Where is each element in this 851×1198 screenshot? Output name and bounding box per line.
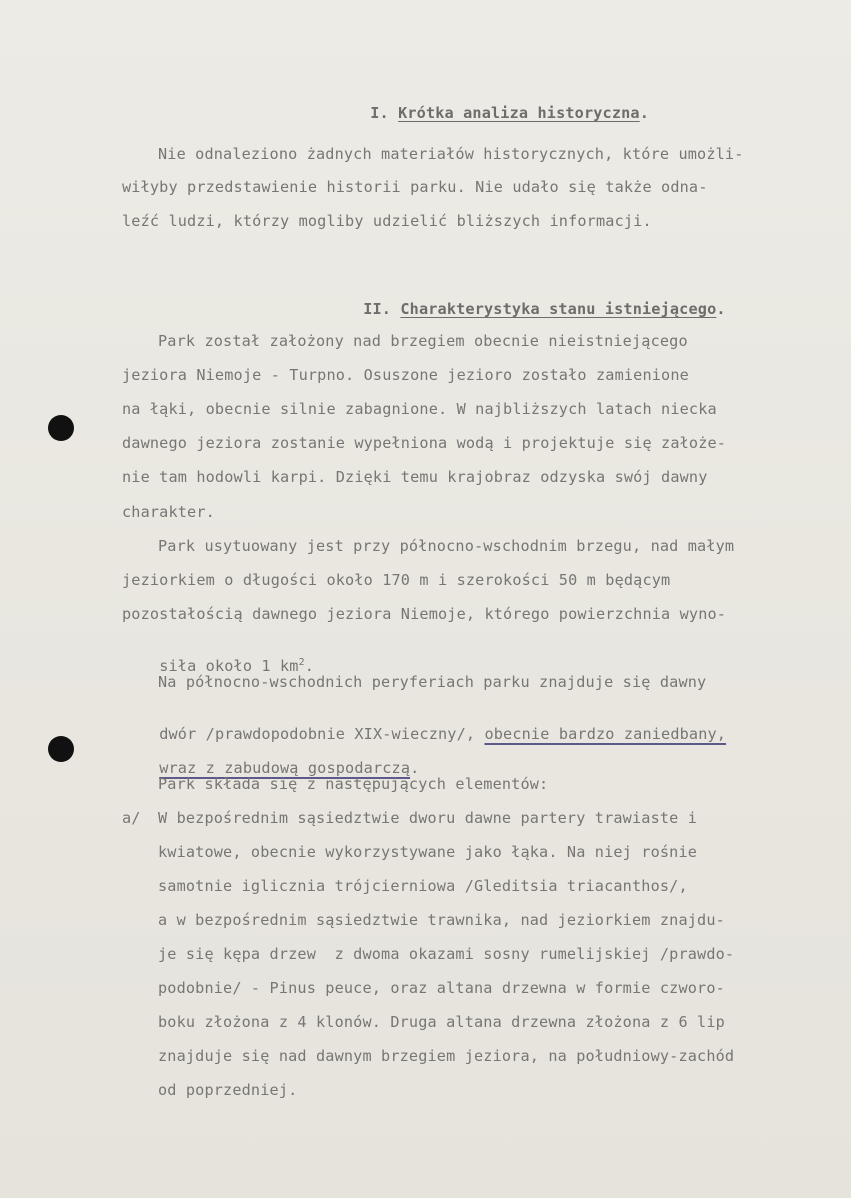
punch-hole-top (48, 415, 74, 441)
section-1-heading (333, 86, 649, 140)
section-2-number: II. (363, 300, 392, 318)
section-1-line: Nie odnaleziono żadnych materiałów historycznych, które umożli- (158, 145, 744, 163)
item-a-line: od poprzedniej. (158, 1081, 298, 1099)
elements-intro: Park składa się z następujących elementów: (158, 775, 549, 793)
pen-underlined-text: wraz z zabudową gospodarczą (159, 759, 411, 777)
paragraph-2-line: pozostałością dawnego jeziora Niemoje, którego powierzchnia wyno- (122, 605, 727, 623)
paragraph-1-line: Park został założony nad brzegiem obecnie nieistniejącego (158, 332, 688, 350)
section-1-title-end: . (639, 104, 650, 122)
section-2-title-end: . (716, 300, 726, 318)
item-a-line: znajduje się nad dawnym brzegiem jeziora, na południowy-zachód (158, 1047, 735, 1065)
pen-underlined-text: obecnie bardzo zaniedbany, (484, 725, 727, 743)
section-2-title: Charakterystyka stanu istniejącego (400, 300, 717, 318)
paragraph-1-line: nie tam hodowli karpi. Dzięki temu krajobraz odzyska swój dawny (122, 468, 708, 486)
paragraph-2-line: siła około 1 km (159, 657, 299, 676)
item-a-line: boku złożona z 4 klonów. Druga altana drzewna złożona z 6 lip (158, 1013, 725, 1031)
item-a-line: samotnie iglicznia trójcierniowa /Gleditsia triacanthos/, (158, 877, 688, 895)
paragraph-3-text: dwór /prawdopodobnie XIX-wieczny/, (159, 725, 485, 743)
paragraph-2-line: jeziorkiem o długości około 170 m i szerokości 50 m będącym (122, 571, 671, 589)
item-a-line: podobnie/ - Pinus peuce, oraz altana drzewna w formie czworo- (158, 979, 725, 997)
section-1-number: I. (370, 104, 389, 122)
item-a-line: a w bezpośrednim sąsiedztwie trawnika, nad jeziorkiem znajdu- (158, 911, 725, 929)
paragraph-2-end: . (304, 657, 315, 676)
item-a-line: kwiatowe, obecnie wykorzystywane jako łąka. Na niej rośnie (158, 843, 698, 861)
item-a-line: je się kępa drzew z dwoma okazami sosny rumelijskiej /prawdo- (158, 945, 735, 963)
paragraph-1-line: jeziora Niemoje - Turpno. Osuszone jezioro zostało zamienione (122, 366, 689, 384)
item-a-marker: a/ (122, 809, 141, 827)
paragraph-3-end: . (410, 759, 420, 777)
paragraph-3-line: Na północno-wschodnich peryferiach parku znajduje się dawny (158, 673, 707, 691)
section-1-line: leźć ludzi, którzy mogliby udzielić bliższych informacji. (122, 212, 652, 230)
paragraph-1-line: na łąki, obecnie silnie zabagnione. W najbliższych latach niecka (122, 400, 717, 418)
paragraph-1-line: charakter. (122, 503, 215, 521)
section-1-line: wiłyby przedstawienie historii parku. Nie udało się także odna- (122, 178, 708, 196)
section-2-heading (326, 282, 726, 336)
superscript-2: 2 (298, 657, 305, 668)
item-a-line: W bezpośrednim sąsiedztwie dworu dawne partery trawiaste i (158, 809, 698, 827)
section-1-title: Krótka analiza historyczna (398, 104, 640, 122)
paragraph-1-line: dawnego jeziora zostanie wypełniona wodą i projektuje się założe- (122, 434, 727, 452)
punch-hole-bottom (48, 736, 74, 762)
paragraph-2-line: Park usytuowany jest przy północno-wschodnim brzegu, nad małym (158, 537, 735, 555)
